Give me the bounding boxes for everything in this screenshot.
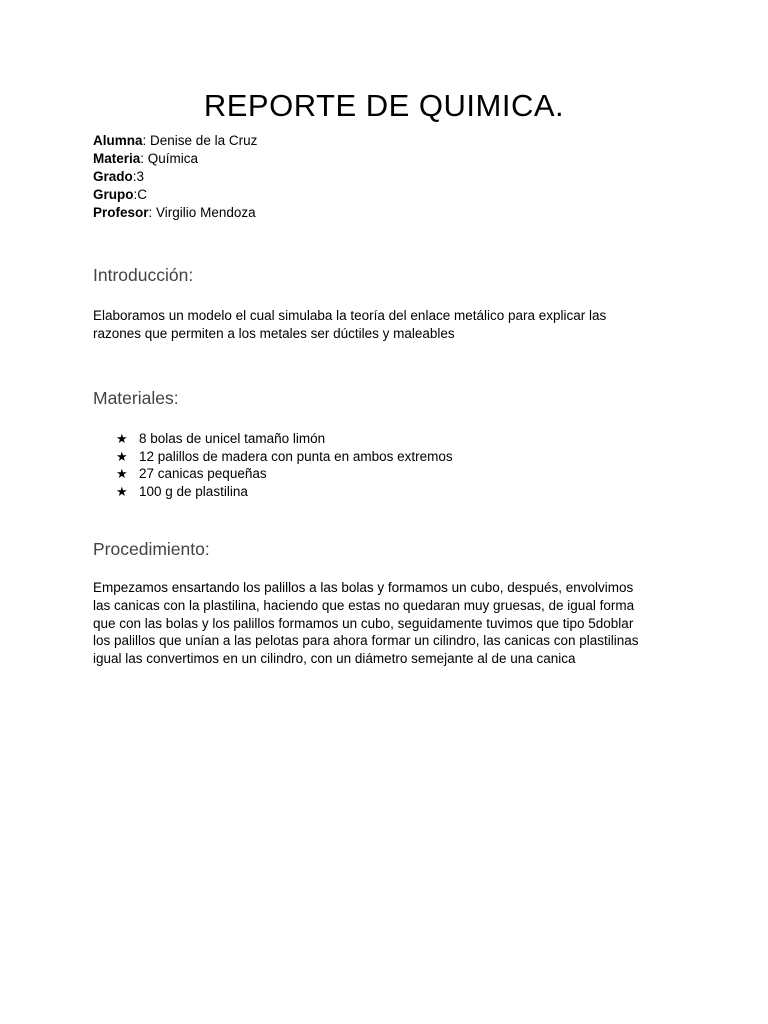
paragraph-line: los palillos que unían a las pelotas para ahora formar un cilindro, las canicas con plastilinas bbox=[93, 633, 639, 649]
paragraph-line: las canicas con la plastilina, haciendo que estas no quedaran muy gruesas, de igual forma bbox=[93, 597, 635, 613]
info-row-grado bbox=[93, 168, 257, 186]
procedimiento-paragraph bbox=[93, 579, 673, 668]
list-item-text: 12 palillos de madera con punta en ambos extremos bbox=[139, 448, 453, 464]
info-label: Alumna bbox=[93, 133, 143, 148]
info-value: C bbox=[137, 187, 148, 202]
info-separator: : bbox=[142, 133, 151, 148]
info-separator: : bbox=[132, 169, 137, 184]
introduccion-heading: Introducción: bbox=[93, 265, 194, 285]
info-value: 3 bbox=[136, 169, 145, 184]
info-label: Grado bbox=[93, 169, 133, 184]
info-value: Denise de la Cruz bbox=[150, 133, 258, 148]
procedimiento-heading: Procedimiento: bbox=[93, 539, 210, 559]
info-separator: : bbox=[133, 187, 138, 202]
paragraph-line: igual las convertimos en un cilindro, con un diámetro semejante al de una canica bbox=[93, 651, 576, 667]
paragraph-line: razones que permiten a los metales ser dúctiles y maleables bbox=[93, 325, 455, 341]
info-label: Grupo bbox=[93, 187, 134, 202]
info-row-alumna bbox=[93, 132, 257, 150]
star-bullet-icon: ★ bbox=[116, 483, 128, 499]
info-value: Química bbox=[147, 151, 199, 166]
introduccion-paragraph bbox=[93, 307, 673, 343]
list-item bbox=[116, 448, 453, 466]
info-separator: : bbox=[140, 151, 148, 166]
info-row-profesor bbox=[93, 204, 257, 222]
materiales-list bbox=[116, 430, 453, 500]
info-label: Profesor bbox=[93, 205, 149, 220]
materiales-heading: Materiales: bbox=[93, 388, 179, 408]
list-item-text: 27 canicas pequeñas bbox=[139, 466, 267, 482]
info-label: Materia bbox=[93, 151, 141, 166]
info-value: Virgilio Mendoza bbox=[156, 205, 256, 220]
list-item bbox=[116, 430, 453, 448]
student-info bbox=[93, 132, 257, 222]
paragraph-line: Empezamos ensartando los palillos a las bolas y formamos un cubo, después, envolvimos bbox=[93, 580, 634, 595]
star-bullet-icon: ★ bbox=[116, 448, 128, 464]
info-row-materia bbox=[93, 150, 257, 168]
paragraph-line: que con las bolas y los palillos formamos un cubo, seguidamente tuvimos que tipo 5doblar bbox=[93, 615, 634, 631]
list-item bbox=[116, 465, 453, 483]
star-bullet-icon: ★ bbox=[116, 431, 128, 446]
list-item bbox=[116, 483, 453, 501]
list-item-text: 100 g de plastilina bbox=[139, 483, 248, 499]
info-row-grupo bbox=[93, 186, 257, 204]
info-separator: : bbox=[148, 205, 157, 220]
paragraph-line: Elaboramos un modelo el cual simulaba la teoría del enlace metálico para explicar las bbox=[93, 308, 607, 323]
document-title: REPORTE DE QUIMICA. bbox=[203, 88, 565, 123]
list-item-text: 8 bolas de unicel tamaño limón bbox=[139, 431, 326, 446]
star-bullet-icon: ★ bbox=[116, 466, 128, 482]
